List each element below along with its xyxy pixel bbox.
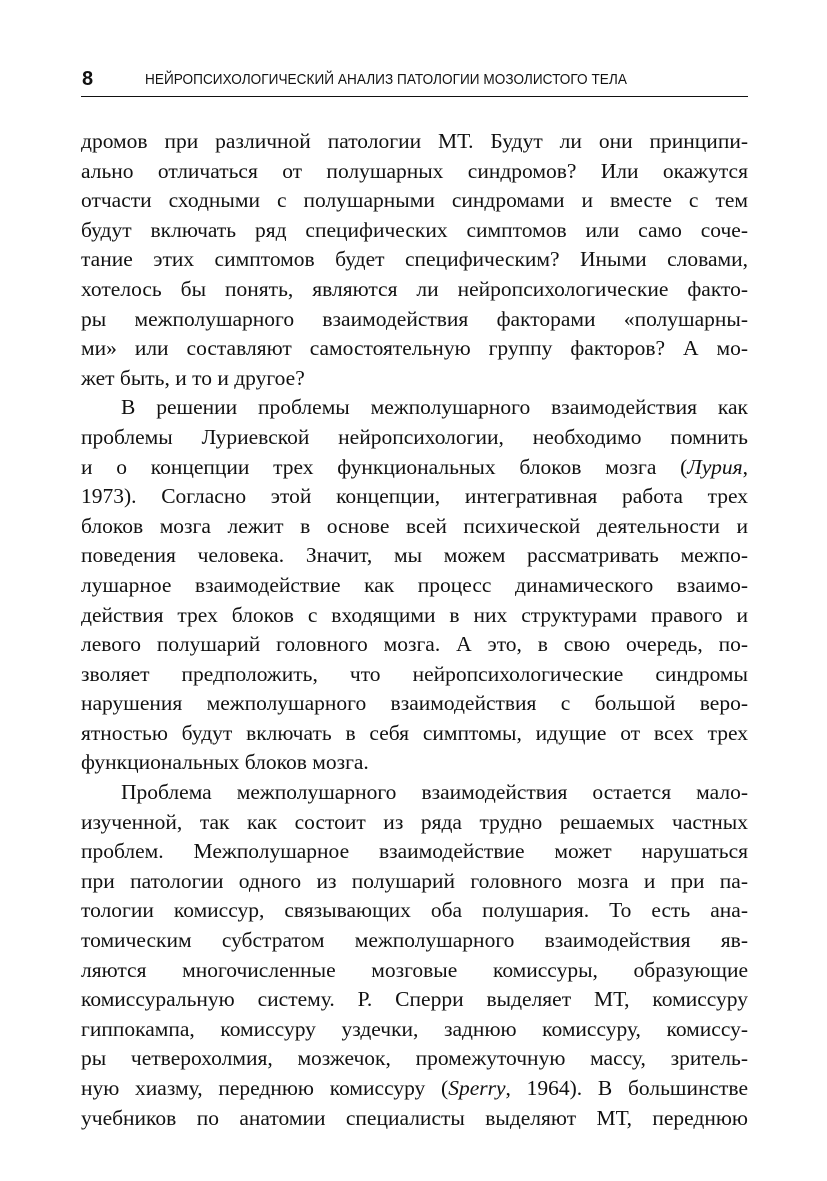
text-segment: и о концепции трех функциональных блоков мозга (	[81, 454, 688, 479]
text-line: ально отличаться от полушарных синдромов? Или окажутся	[81, 158, 748, 183]
paragraph-2	[81, 393, 748, 778]
text-line: зволяет предположить, что нейропсихологические синдромы	[81, 661, 748, 686]
text-segment: ную хиазму, переднюю комиссуру (	[81, 1076, 449, 1100]
text-line: ятностью будут включать в себя симптомы, идущие от всех трех	[81, 720, 748, 745]
text-line: действия трех блоков с входящими в них структурами правого и	[81, 602, 748, 627]
text-line: комиссуральную систему. Р. Сперри выделяет МТ, комиссуру	[81, 987, 748, 1012]
page-number: 8	[82, 68, 94, 90]
text-line: ляются многочисленные мозговые комиссуры, образующие	[81, 957, 748, 982]
running-head	[81, 66, 748, 97]
paragraph-3	[81, 778, 748, 1133]
text-line: проблемы Луриевской нейропсихологии, необходимо помнить	[81, 424, 748, 449]
text-line: тание этих симптомов будет специфическим? Иными словами,	[81, 247, 748, 272]
text-line: поведения человека. Значит, мы можем рассматривать межпо-	[81, 543, 748, 568]
text-line: жет быть, и то и другое?	[81, 365, 305, 390]
paragraph-1	[81, 127, 748, 393]
text-line: будут включать ряд специфических симптомов или само соче-	[81, 217, 748, 242]
running-title: НЕЙРОПСИХОЛОГИЧЕСКИЙ АНАЛИЗ ПАТОЛОГИИ МОЗОЛИСТОГО ТЕЛА	[145, 72, 627, 88]
text-line: ми» или составляют самостоятельную группу факторов? А мо-	[81, 336, 748, 361]
citation-author: Sperry	[448, 1076, 506, 1100]
citation-author: Лурия	[687, 454, 743, 479]
text-line: учебников по анатомии специалисты выделяют МТ, переднюю	[81, 1105, 748, 1130]
text-line: Проблема межполушарного взаимодействия остается мало-	[121, 780, 748, 805]
text-line: функциональных блоков мозга.	[81, 750, 369, 775]
text-line: изученной, так как состоит из ряда трудно решаемых частных	[81, 809, 748, 834]
text-line: левого полушарий головного мозга. А это, в свою очередь, по-	[81, 632, 748, 657]
text-line: нарушения межполушарного взаимодействия с большой веро-	[81, 691, 748, 716]
text-line: проблем. Межполушарное взаимодействие может нарушаться	[81, 839, 748, 864]
text-line: при патологии одного из полушарий головного мозга и при па-	[81, 868, 748, 893]
text-line: блоков мозга лежит в основе всей психической деятельности и	[81, 513, 748, 538]
text-segment: , 1964). В большинстве	[505, 1076, 749, 1100]
text-line	[81, 453, 748, 483]
text-segment: ,	[742, 454, 748, 479]
text-line: ры межполушарного взаимодействия факторами «полушарны-	[81, 306, 748, 331]
text-line: лушарное взаимодействие как процесс динамического взаимо-	[81, 572, 748, 597]
text-line: отчасти сходными с полушарными синдромами и вместе с тем	[81, 188, 748, 213]
text-line: гиппокампа, комиссуру уздечки, заднюю комиссуру, комиссу-	[81, 1016, 748, 1041]
text-line: дромов при различной патологии МТ. Будут ли они принципи-	[81, 129, 748, 153]
body-text	[81, 127, 748, 1133]
text-line: хотелось бы понять, являются ли нейропсихологические факто-	[81, 276, 748, 301]
text-line	[81, 1074, 748, 1104]
text-line: 1973). Согласно этой концепции, интегративная работа трех	[81, 484, 748, 509]
text-line: ры четверохолмия, мозжечок, промежуточную массу, зритель-	[81, 1046, 748, 1071]
text-line: тологии комиссур, связывающих оба полушария. То есть ана-	[81, 898, 748, 923]
text-line: В решении проблемы межполушарного взаимодействия как	[121, 395, 748, 420]
text-line: томическим субстратом межполушарного взаимодействия яв-	[81, 928, 748, 953]
